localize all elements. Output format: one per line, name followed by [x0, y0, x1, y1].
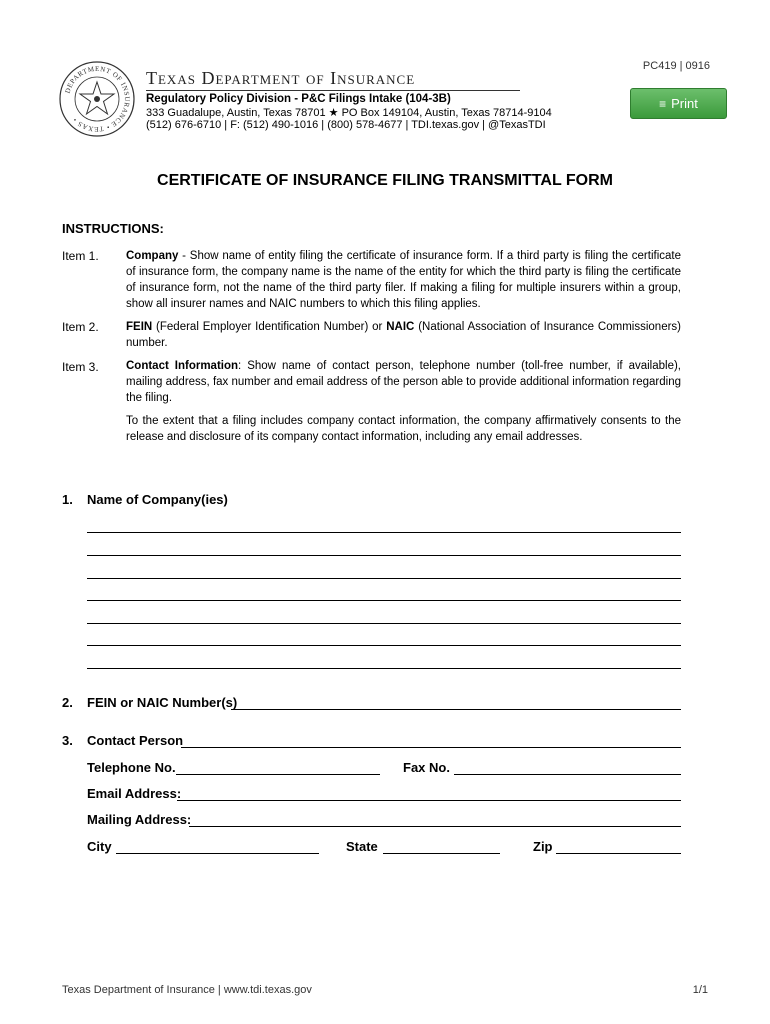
item-1-text: Company - Show name of entity filing the certificate of insurance form. If a third party is filing the certificate of insurance form, the company name is the name of the entity for which the third party is filing the certificate of insurance form, not the name of the third party filer. If making a filing for multiple insurers within a group, show all insurer names and NAIC numbers to which this filing applies.	[126, 250, 681, 310]
zip-label: Zip	[533, 839, 553, 854]
company-name-line-7[interactable]	[87, 668, 681, 669]
header-rule	[146, 90, 520, 91]
tdi-seal-logo	[58, 60, 136, 138]
email-field[interactable]	[177, 800, 681, 801]
item-2-text: FEIN (Federal Employer Identification Number) or NAIC (National Association of Insurance Commissioners) number.	[126, 321, 681, 349]
city-field[interactable]	[116, 853, 319, 854]
company-name-line-1[interactable]	[87, 532, 681, 533]
division-line: Regulatory Policy Division - P&C Filings Intake (104-3B)	[146, 93, 451, 105]
section-1-number: 1.	[62, 492, 73, 507]
print-button-label: Print	[671, 96, 698, 111]
company-name-line-2[interactable]	[87, 555, 681, 556]
zip-field[interactable]	[556, 853, 681, 854]
address-line-1: 333 Guadalupe, Austin, Texas 78701 ★ PO Box 149104, Austin, Texas 78714-9104	[146, 107, 552, 119]
form-code: PC419 | 0916	[642, 60, 710, 72]
fax-field[interactable]	[454, 774, 681, 775]
item-3-text: Contact Information: Show name of contact person, telephone number (toll-free number, if available), mailing address, fax number and email address of the person able to provide additional information regarding the filing.	[126, 360, 681, 404]
contact-person-field[interactable]	[181, 747, 681, 748]
section-2-number: 2.	[62, 695, 73, 710]
city-label: City	[87, 839, 112, 854]
section-3-label: Contact Person	[87, 733, 184, 748]
form-title: CERTIFICATE OF INSURANCE FILING TRANSMITTAL FORM	[157, 172, 613, 189]
print-button[interactable]	[630, 88, 727, 119]
fein-naic-field[interactable]	[231, 709, 681, 710]
instructions-heading: INSTRUCTIONS:	[62, 221, 164, 236]
item-2-label: Item 2.	[62, 320, 99, 334]
company-name-line-6[interactable]	[87, 645, 681, 646]
company-name-line-3[interactable]	[87, 578, 681, 579]
item-1-label: Item 1.	[62, 249, 99, 263]
telephone-label: Telephone No.	[87, 760, 176, 775]
item-3-label: Item 3.	[62, 360, 99, 374]
state-field[interactable]	[383, 853, 500, 854]
section-2-label: FEIN or NAIC Number(s)	[87, 695, 238, 710]
footer-agency: Texas Department of Insurance | www.tdi.texas.gov	[62, 984, 312, 996]
state-label: State	[346, 839, 378, 854]
fax-label: Fax No.	[403, 760, 450, 775]
page-number: 1/1	[692, 984, 708, 996]
consent-text: To the extent that a filing includes company contact information, the company affirmatively consents to the release and disclosure of its company contact information, including any email addresses.	[126, 415, 681, 443]
section-1-label: Name of Company(ies)	[87, 492, 228, 507]
svg-text:DEPARTMENT OF INSURANCE • TEXA: DEPARTMENT OF INSURANCE • TEXAS •	[63, 64, 132, 134]
company-name-line-4[interactable]	[87, 600, 681, 601]
print-icon: ≡	[659, 96, 667, 111]
company-name-line-5[interactable]	[87, 623, 681, 624]
address-line-2: (512) 676-6710 | F: (512) 490-1016 | (800) 578-4677 | TDI.texas.gov | @TexasTDI	[146, 119, 546, 131]
mailing-address-label: Mailing Address:	[87, 812, 192, 827]
agency-name: Texas Department of Insurance	[146, 68, 416, 88]
email-label: Email Address:	[87, 786, 182, 801]
telephone-field[interactable]	[176, 774, 380, 775]
mailing-address-field[interactable]	[189, 826, 681, 827]
section-3-number: 3.	[62, 733, 73, 748]
